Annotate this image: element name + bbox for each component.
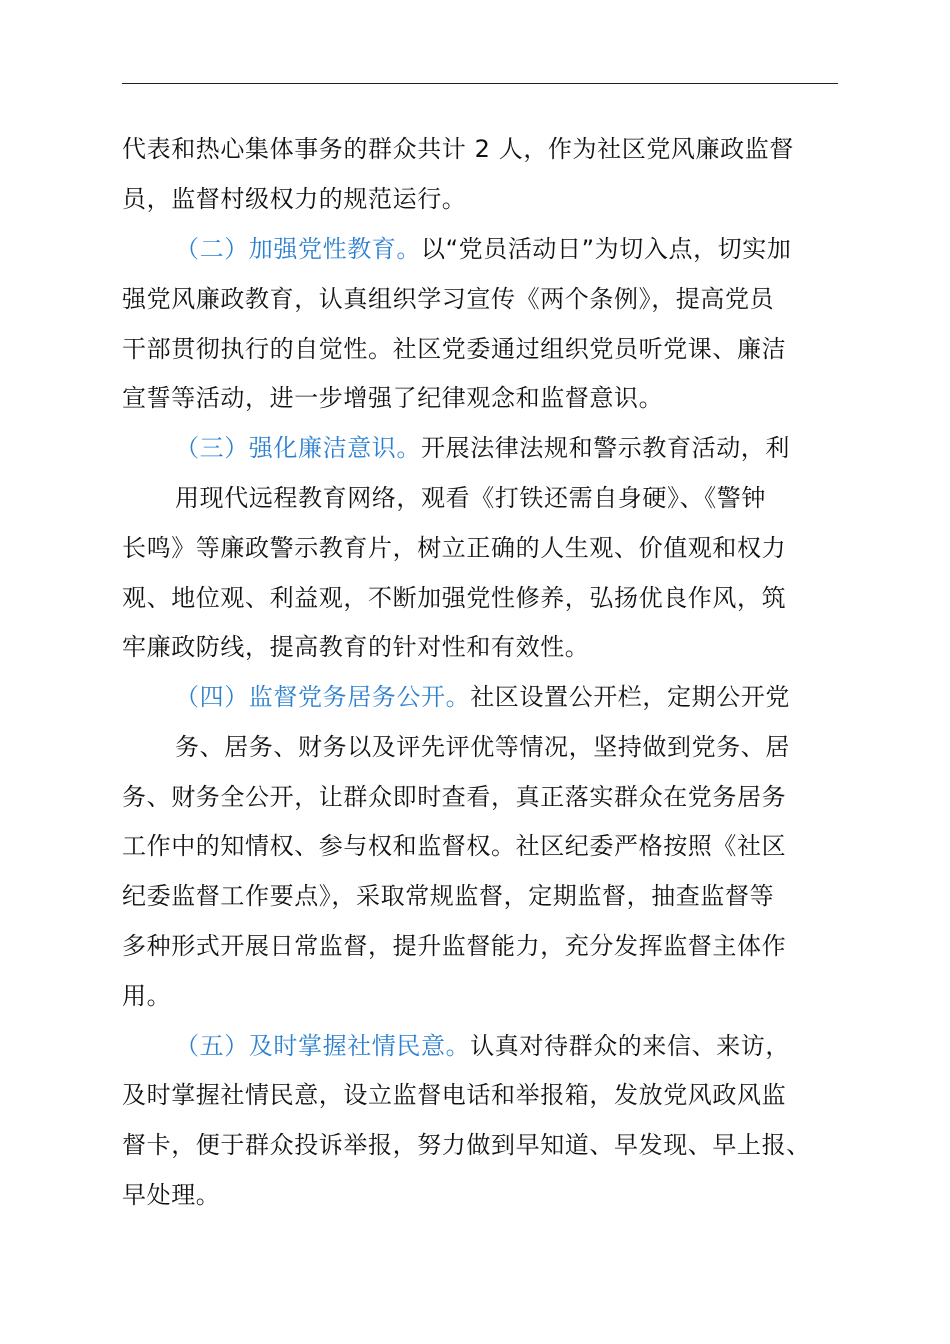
text-line: 早处理。	[122, 1181, 221, 1209]
text-line: 用。	[122, 982, 172, 1010]
header-rule	[122, 83, 838, 84]
section-heading: （二）加强党性教育。	[175, 235, 421, 263]
text-line: 多种形式开展日常监督，提升监督能力，充分发挥监督主体作	[122, 932, 787, 960]
section-heading: （四）监督党务居务公开。	[175, 683, 471, 711]
text-line: 务、居务、财务以及评先评优等情况，坚持做到党务、居	[175, 733, 790, 761]
text-line: 及时掌握社情民意，设立监督电话和举报箱，发放党风政风监	[122, 1081, 787, 1109]
text-line: 纪委监督工作要点》，采取常规监督，定期监督，抽查监督等	[122, 882, 775, 910]
text-line: 干部贯彻执行的自觉性。社区党委通过组织党员听党课、廉洁	[122, 335, 787, 363]
text-line: 务、财务全公开，让群众即时查看，真正落实群众在党务居务	[122, 783, 787, 811]
section-first-line	[175, 1026, 895, 1066]
text-line: 员，监督村级权力的规范运行。	[122, 185, 467, 213]
section-first-line	[175, 428, 895, 468]
text-line: 督卡，便于群众投诉举报，努力做到早知道、早发现、早上报、	[122, 1131, 811, 1159]
section-text: 开展法律法规和警示教育活动，利	[421, 434, 790, 462]
text-line: 宣誓等活动，进一步增强了纪律观念和监督意识。	[122, 384, 664, 412]
text-line: 观、地位观、利益观，不断加强党性修养，弘扬优良作风，筑	[122, 584, 787, 612]
section-first-line	[175, 229, 895, 269]
section-heading: （五）及时掌握社情民意。	[175, 1032, 471, 1060]
text-line: 代表和热心集体事务的群众共计 2 人，作为社区党风廉政监督	[122, 135, 794, 163]
section-text: 以“党员活动日”为切入点，切实加	[421, 235, 792, 263]
text-line: 用现代远程教育网络，观看《打铁还需自身硬》、《警钟	[175, 484, 766, 512]
section-text: 认真对待群众的来信、来访，	[470, 1032, 791, 1060]
text-line: 牢廉政防线，提高教育的针对性和有效性。	[122, 633, 590, 661]
section-heading: （三）强化廉洁意识。	[175, 434, 421, 462]
text-line: 工作中的知情权、参与权和监督权。社区纪委严格按照《社区	[122, 832, 787, 860]
text-line: 强党风廉政教育，认真组织学习宣传《两个条例》，提高党员	[122, 285, 775, 313]
section-first-line	[175, 677, 895, 717]
section-text: 社区设置公开栏，定期公开党	[470, 683, 791, 711]
text-line: 长鸣》等廉政警示教育片，树立正确的人生观、价值观和权力	[122, 534, 787, 562]
